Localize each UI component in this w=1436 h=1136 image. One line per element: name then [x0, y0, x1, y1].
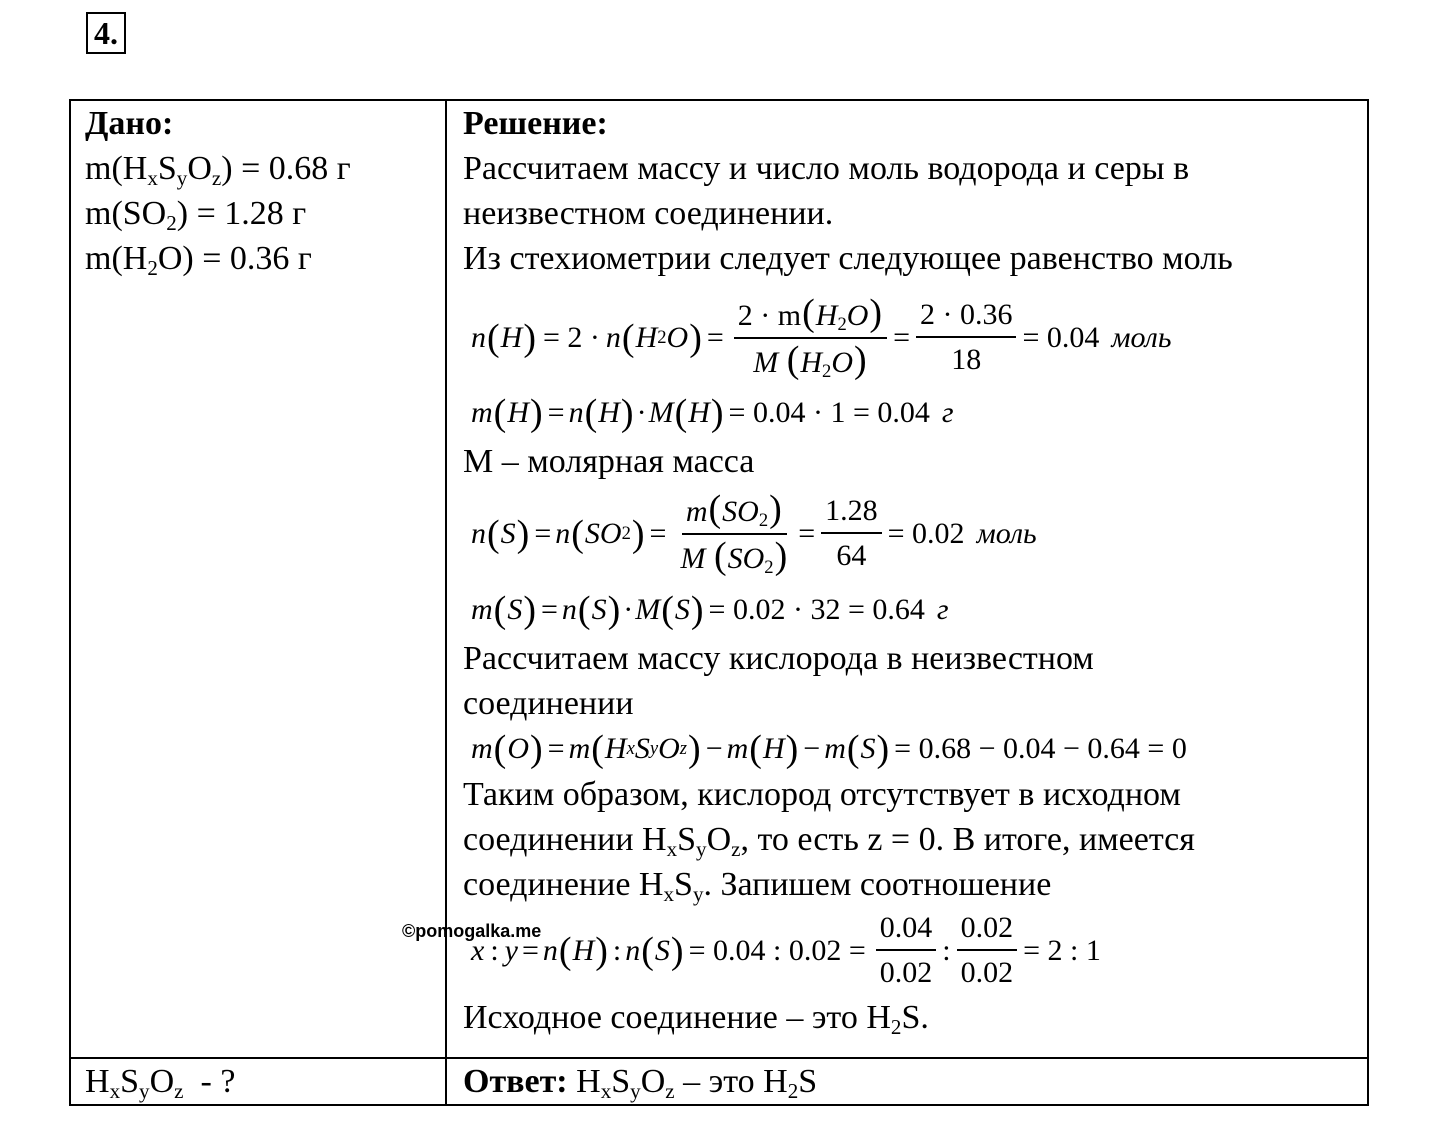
solution-paragraph-conclusion: Таким образом, кислород отсутствует в исходном соединении $H_xS_yO_z$, то есть z = 0. В итоге, имеется соединение $H_xS_y$. Запишем соотношение	[463, 776, 1195, 906]
solution-paragraph-result: Исходное соединение – это $H_2S$.	[463, 999, 929, 1039]
formula-mass-hydrogen: m ( H ) = n ( H ) · M ( H ) = 0.04 · 1 = 0.04 г	[471, 392, 954, 434]
answer-label: Ответ:	[463, 1063, 568, 1100]
task-table	[69, 99, 1369, 1106]
solution-paragraph-oxygen: Рассчитаем массу кислорода в неизвестном соединении	[463, 640, 1094, 722]
answer-cell	[446, 1058, 1368, 1105]
solution-cell	[446, 100, 1368, 1058]
given-cell	[70, 100, 446, 1058]
solution-paragraph-molar-mass: M – молярная масса	[463, 443, 755, 480]
solution-paragraph-2: Из стехиометрии следует следующее равенство моль	[463, 240, 1233, 277]
find-line: $H_xS_yO_z$ - ?	[85, 1063, 236, 1103]
task-number: 4.	[86, 12, 126, 54]
given-line-mass-so2: $m(SO_2) = 1.28$ г	[85, 195, 307, 235]
given-header: Дано:	[85, 105, 174, 142]
fraction-numeric-sulfur: $\frac{1.28}{64}$	[821, 492, 882, 576]
fraction-numeric-hydrogen: $\frac{2 \cdot 0.36}{18}$	[916, 296, 1017, 380]
fraction-mass-over-molar: $\frac{2 \cdot m(H_2O)}{M (H_2O)}$	[734, 294, 887, 383]
fraction-mass-over-molar-so2: $\frac{m(SO_2)}{M (SO_2)}$	[680, 487, 788, 578]
find-cell	[70, 1058, 446, 1105]
answer-line: Ответ: $H_xS_yO_z$ – это $H_2S$	[463, 1063, 818, 1103]
formula-mass-oxygen: m ( O ) = m ( H x S y O z ) − m ( H ) − m ( S ) = 0.68 − 0.04 − 0.64 = 0	[471, 728, 1187, 770]
formula-n-hydrogen: n ( H ) = 2 · n ( H 2 O ) = $\frac{2 \cdot m(H_2O)}{M (H_2O)}$ = $\frac{2 \cdot 0.36}{18}$ = 0.04 моль	[471, 291, 1172, 382]
fraction-ratio-hydrogen: $\frac{0.04}{0.02}$	[876, 909, 937, 993]
solution-header: Решение:	[463, 105, 608, 142]
given-line-mass-compound: $m(H_xS_yO_z) = 0.68$ г	[85, 150, 351, 190]
given-line-mass-h2o: $m(H_2O) = 0.36$ г	[85, 240, 312, 280]
watermark: ©pomogalka.me	[402, 921, 542, 941]
formula-ratio: x : y = n ( H ) : n ( S ) = 0.04 : 0.02 = $\frac{0.04}{0.02}$ : $\frac{0.02}{0.02}$ = 2 : 1	[471, 907, 1367, 995]
formula-n-sulfur: n ( S ) = n ( SO 2 ) = $\frac{m(SO_2)}{M (SO_2)}$ = $\frac{1.28}{64}$ = 0.02 моль	[471, 487, 1037, 578]
formula-mass-sulfur: m ( S ) = n ( S ) · M ( S ) = 0.02 · 32 = 0.64 г	[471, 589, 949, 631]
solution-paragraph-1: Рассчитаем массу и число моль водорода и серы в неизвестном соединении.	[463, 150, 1190, 232]
fraction-ratio-sulfur: $\frac{0.02}{0.02}$	[957, 909, 1018, 993]
